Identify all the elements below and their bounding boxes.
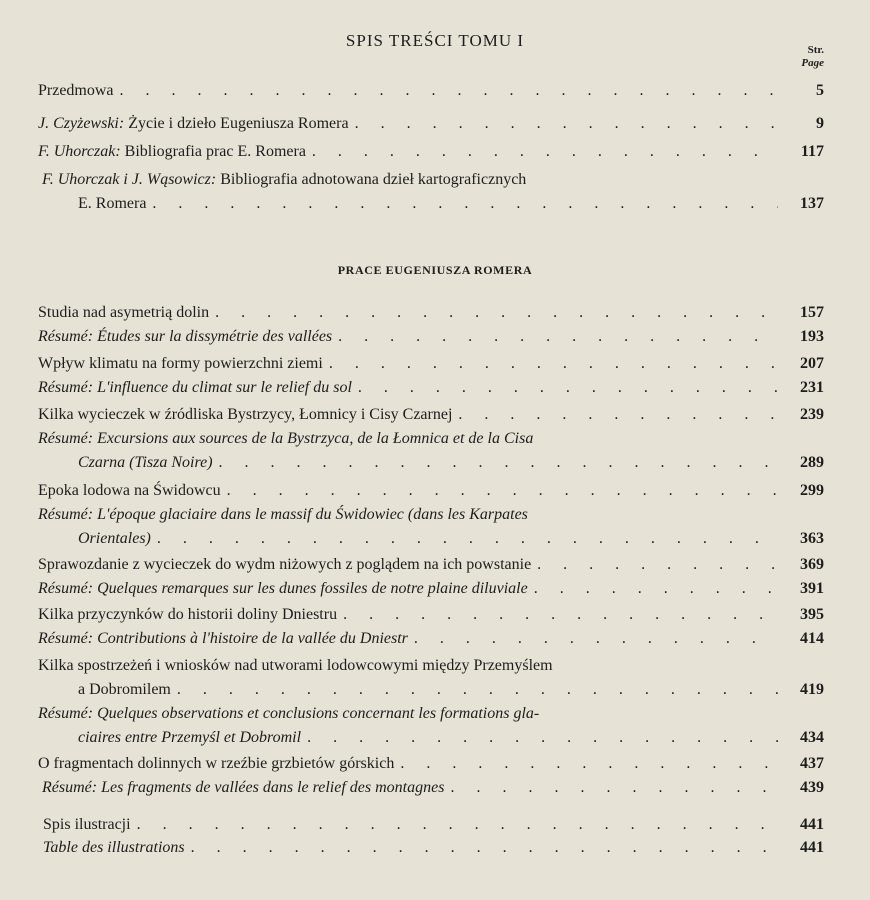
leader-dots [323, 352, 778, 376]
page-column-label-fr: Page [801, 57, 824, 69]
entry-page: 395 [800, 606, 824, 623]
leader-dots [221, 479, 778, 503]
entry-author: J. Czyżewski: [38, 115, 125, 132]
leader-dots [301, 726, 778, 750]
leader-dots [131, 813, 778, 837]
toc-entry-resume [38, 776, 824, 800]
toc-entry-resume [38, 325, 824, 349]
toc-entry [38, 140, 824, 164]
entry-title: Wpływ klimatu na formy powierzchni ziemi [38, 355, 323, 372]
entry-page: 363 [800, 530, 824, 547]
entry-page: 289 [800, 454, 824, 471]
toc-entry [38, 112, 824, 136]
entry-page: 193 [800, 328, 824, 345]
entry-page: 157 [800, 304, 824, 321]
toc-entry [38, 553, 824, 577]
leader-dots [408, 627, 778, 651]
leader-dots [394, 752, 778, 776]
toc-entry-resume [38, 627, 824, 651]
page-column-label [801, 44, 824, 70]
page-title: SPIS TREŚCI TOMU I [345, 31, 525, 50]
entry-page: 117 [800, 143, 824, 160]
entry-title: Résumé: L'influence du climat sur le relief du sol [38, 379, 352, 396]
leader-dots [349, 112, 778, 136]
entry-page: 9 [816, 115, 824, 132]
entry-page: 441 [800, 816, 824, 833]
section-heading: PRACE EUGENIUSZA ROMERA [337, 263, 533, 277]
entry-title-cont: E. Romera [78, 195, 147, 212]
toc-entry [38, 479, 824, 503]
entry-page: 299 [800, 482, 824, 499]
entry-title: Bibliografia adnotowana dzieł kartograficznych [220, 171, 527, 188]
leader-dots [306, 140, 778, 164]
entry-title: Sprawozdanie z wycieczek do wydm niżowych z poglądem na ich powstanie [38, 556, 532, 573]
toc-entry [38, 352, 824, 376]
leader-dots [452, 403, 778, 427]
entry-author: F. Uhorczak i J. Wąsowicz: [42, 171, 217, 188]
toc-entry [38, 79, 824, 103]
toc-entry [38, 813, 824, 837]
toc-entry [38, 403, 824, 427]
leader-dots [146, 192, 778, 216]
leader-dots [213, 451, 778, 475]
entry-title-cont: Czarna (Tisza Noire) [78, 454, 213, 471]
entry-title: Résumé: Contributions à l'histoire de la vallée du Dniestr [38, 630, 408, 647]
entry-title: Życie i dzieło Eugeniusza Romera [128, 115, 349, 132]
entry-page: 137 [800, 195, 824, 212]
entry-title: Kilka przyczynków do historii doliny Dniestru [38, 606, 338, 623]
entry-title: Przedmowa [38, 82, 114, 99]
toc-entry-resume [38, 702, 824, 750]
entry-title-cont: ciaires entre Przemyśl et Dobromil [78, 729, 302, 746]
leader-dots [185, 836, 778, 860]
toc-entry-resume [38, 577, 824, 601]
entry-title: Kilka spostrzeżeń i wniosków nad utworami lodowcowymi między Przemyślem [38, 657, 553, 674]
toc-entry [38, 752, 824, 776]
entry-page: 437 [800, 755, 824, 772]
entry-page: 414 [800, 630, 824, 647]
entry-page: 434 [800, 729, 824, 746]
leader-dots [171, 678, 778, 702]
entry-title: Résumé: L'époque glaciaire dans le massif du Świdowiec (dans les Karpates [38, 506, 528, 523]
entry-page: 391 [800, 580, 824, 597]
entry-title: Résumé: Les fragments de vallées dans le relief des montagnes [42, 779, 445, 796]
entry-author: F. Uhorczak: [38, 143, 121, 160]
entry-title-cont: Orientales) [78, 530, 151, 547]
leader-dots [528, 577, 778, 601]
entry-title: Spis ilustracji [43, 816, 131, 833]
leader-dots [531, 553, 778, 577]
toc-entry [38, 654, 824, 702]
leader-dots [332, 325, 778, 349]
entry-title: Epoka lodowa na Świdowcu [38, 482, 221, 499]
toc-entry-resume [38, 503, 824, 551]
entry-title: Résumé: Quelques remarques sur les dunes fossiles de notre plaine diluviale [38, 580, 528, 597]
entry-page: 369 [800, 556, 824, 573]
toc-entry [38, 301, 824, 325]
entry-page: 239 [800, 406, 824, 423]
entry-title: Studia nad asymetrią dolin [38, 304, 210, 321]
leader-dots [209, 301, 778, 325]
leader-dots [337, 603, 778, 627]
entry-title-cont: a Dobromilem [78, 681, 171, 698]
leader-dots [114, 79, 778, 103]
entry-page: 231 [800, 379, 824, 396]
page-column-label-pl: Str. [807, 44, 824, 56]
entry-page: 441 [800, 839, 824, 856]
entry-title: O fragmentach dolinnych w rzeźbie grzbietów górskich [38, 755, 395, 772]
entry-title: Kilka wycieczek w źródliska Bystrzycy, Łomnicy i Cisy Czarnej [38, 406, 453, 423]
leader-dots [444, 776, 778, 800]
entry-page: 419 [800, 681, 824, 698]
toc-entry [38, 836, 824, 860]
leader-dots [151, 527, 778, 551]
entry-title: Résumé: Quelques observations et conclusions concernant les formations gla- [38, 705, 540, 722]
toc-entry [38, 168, 824, 216]
toc-entry-resume [38, 376, 824, 400]
entry-title: Résumé: Excursions aux sources de la Bystrzyca, de la Łomnica et de la Cisa [38, 430, 534, 447]
entry-title: Résumé: Études sur la dissymétrie des vallées [38, 328, 333, 345]
toc-entry [38, 603, 824, 627]
entry-title: Bibliografia prac E. Romera [124, 143, 306, 160]
entry-page: 207 [800, 355, 824, 372]
entry-page: 5 [816, 82, 824, 99]
leader-dots [352, 376, 778, 400]
entry-page: 439 [800, 779, 824, 796]
entry-title: Table des illustrations [43, 839, 185, 856]
toc-entry-resume [38, 427, 824, 475]
